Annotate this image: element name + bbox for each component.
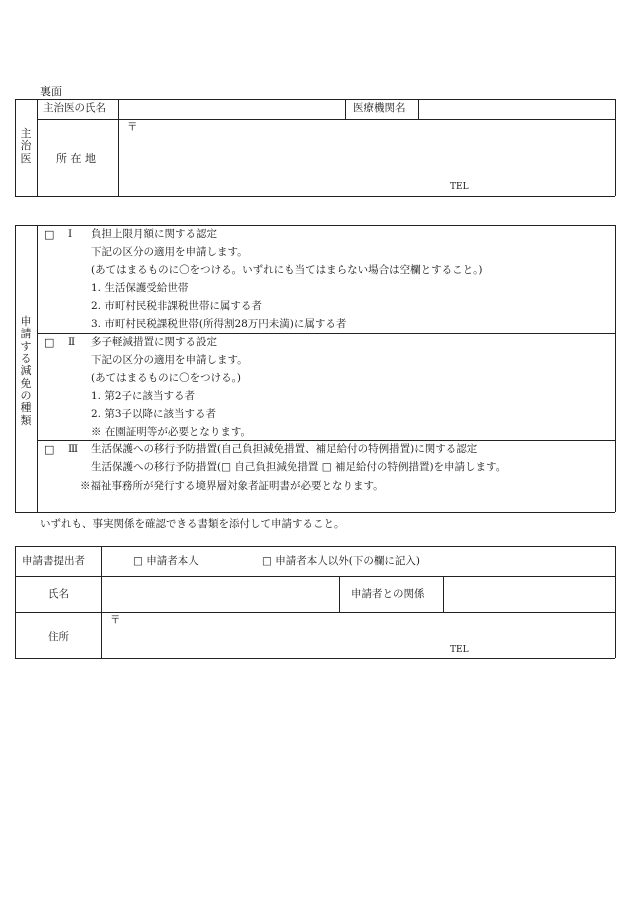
item-2-note: ※ 在園証明等が必要となります。 xyxy=(91,426,251,438)
item-1-checkbox[interactable]: □ xyxy=(44,228,55,241)
attachment-note: いずれも、事実関係を確認できる書類を添付して申請すること。 xyxy=(40,518,345,530)
page-side-label: 裏面 xyxy=(40,85,62,98)
item-3-line[interactable]: 生活保護への移行予防措置(□ 自己負担減免措置 □ 補足給付の特例措置)を申請します。 xyxy=(91,461,507,473)
item-2-checkbox[interactable]: □ xyxy=(44,336,55,349)
relation-field[interactable] xyxy=(445,578,613,610)
item-2-line: (あてはまるものに〇をつける。) xyxy=(91,372,241,384)
item-1-line: (あてはまるものに〇をつける。いずれにも当てはまらない場合は空欄とすること。) xyxy=(91,264,483,276)
doctor-name-label: 主治医の氏名 xyxy=(43,102,106,114)
item-2-line: 下記の区分の適用を申請します。 xyxy=(91,354,248,366)
item-3-note: ※福祉事務所が発行する境界層対象者証明書が必要となります。 xyxy=(80,480,384,492)
reduction-side-label: 申 請 す る 減 免 の 種 類 xyxy=(20,315,32,427)
item-2-numeral: Ⅱ xyxy=(68,336,76,348)
submitter-address-label: 住所 xyxy=(48,631,69,643)
institution-label: 医療機関名 xyxy=(353,102,406,114)
relation-label: 申請者との関係 xyxy=(351,588,425,600)
item-1-line: 下記の区分の適用を申請します。 xyxy=(91,246,248,258)
submitter-label: 申請書提出者 xyxy=(22,555,85,567)
item-1-option[interactable]: 1. 生活保護受給世帯 xyxy=(91,282,189,294)
option-applicant-self[interactable]: □ 申請者本人 xyxy=(133,555,199,567)
doctor-address-field[interactable] xyxy=(120,121,613,194)
item-2-option[interactable]: 2. 第3子以降に該当する者 xyxy=(91,408,217,420)
item-3-numeral: Ⅲ xyxy=(68,443,79,455)
item-2-option[interactable]: 1. 第2子に該当する者 xyxy=(91,390,196,402)
item-1-option[interactable]: 3. 市町村民税課税世帯(所得割28万円未満)に属する者 xyxy=(91,318,347,330)
submitter-postal-mark: 〒 xyxy=(110,614,121,626)
submitter-name-field[interactable] xyxy=(103,578,337,610)
item-1-numeral: Ⅰ xyxy=(68,228,73,240)
submitter-tel-label: TEL xyxy=(450,645,469,655)
item-3-checkbox[interactable]: □ xyxy=(44,443,55,456)
doctor-name-field[interactable] xyxy=(120,101,343,117)
item-1-option[interactable]: 2. 市町村民税非課税世帯に属する者 xyxy=(91,300,262,312)
item-1-title: 負担上限月額に関する認定 xyxy=(91,228,217,240)
doctor-tel-label: TEL xyxy=(450,182,469,192)
option-applicant-other[interactable]: □ 申請者本人以外(下の欄に記入) xyxy=(262,555,420,567)
doctor-postal-mark: 〒 xyxy=(127,121,138,133)
doctor-address-label: 所 在 地 xyxy=(56,152,96,165)
item-2-title: 多子軽減措置に関する設定 xyxy=(91,336,217,348)
submitter-name-label: 氏名 xyxy=(48,588,69,600)
item-3-title: 生活保護への移行予防措置(自己負担減免措置、補足給付の特例措置)に関する認定 xyxy=(91,443,478,455)
submitter-address-field[interactable] xyxy=(103,614,613,656)
institution-field[interactable] xyxy=(420,101,613,117)
doctor-side-label: 主 治 医 xyxy=(20,127,32,165)
